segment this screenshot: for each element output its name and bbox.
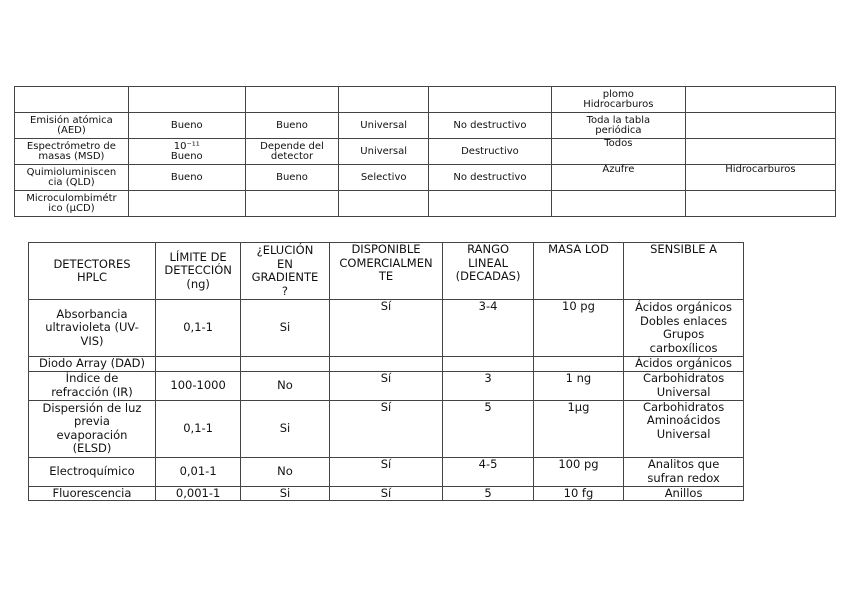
table-cell [155,357,240,372]
table-cell [29,400,156,457]
table-cell [245,139,339,165]
table-cell: 0,001-1 [155,486,240,501]
table-row [29,486,744,501]
table-cell [685,139,835,165]
table-cell: 10 fg [533,486,623,501]
cell-text: cia (QLD) [48,176,95,188]
table-cell: Todos [551,139,685,165]
table-cell: 100 pg [533,457,623,486]
cell-text: periódica [595,124,642,136]
table-cell [624,400,744,457]
cell-text: Depende del [260,140,324,152]
table-cell: No [241,371,329,400]
table-cell: 0,1-1 [155,400,240,457]
cell-text: masas (MSD) [38,150,105,162]
table-cell: Si [241,486,329,501]
cell-text: Absorbancia [56,306,128,321]
cell-text: ¿ELUCIÓN [256,243,314,257]
hplc-detectors-table [28,242,744,501]
table-header-row [29,243,744,300]
table-cell [128,87,245,113]
table-cell: Azufre [551,165,685,191]
table-cell [329,357,443,372]
table-cell [551,191,685,217]
cell-text: Universal [656,426,711,441]
table-cell [339,87,429,113]
table-cell [624,371,744,400]
header-cell [29,243,156,300]
table-cell: Sí [329,400,443,457]
table-cell: Hidrocarburos [685,165,835,191]
header-cell [443,243,533,300]
table-cell [241,357,329,372]
table-cell [685,87,835,113]
cell-text: Microculombimétr [26,192,117,204]
cell-text: Universal [656,384,711,399]
table-cell [15,165,129,191]
table-cell: Electroquímico [29,457,156,486]
table-cell [428,191,551,217]
table-cell: Sí [329,371,443,400]
cell-text: Grupos [662,327,705,341]
cell-text: (AED) [57,124,86,136]
table-cell: Si [241,300,329,357]
cell-text: (DECADAS) [455,269,521,283]
table-row [15,165,836,191]
table-cell: 5 [443,486,533,501]
cell-text: Quimioluminiscen [26,166,117,178]
table-cell: No [241,457,329,486]
cell-text: Dobles enlaces [640,313,728,328]
cell-text: Espectrómetro de [26,140,116,152]
table-cell: Sí [329,486,443,501]
cell-text: TE [378,269,394,283]
cell-text: COMERCIALMEN [339,255,433,270]
table-cell: 0,01-1 [155,457,240,486]
table-cell: Ácidos orgánicos [624,357,744,372]
table-row [29,357,744,372]
table-row [15,139,836,165]
table-cell: Anillos [624,486,744,501]
table-cell [339,191,429,217]
cell-text: ? [281,283,288,298]
table-cell [551,113,685,139]
table-cell: Bueno [245,113,339,139]
cell-text: 10⁻¹¹ [173,140,200,152]
table-cell [128,139,245,165]
cell-text: LINEAL [468,255,509,270]
table-cell [128,191,245,217]
table-cell: Diodo Array (DAD) [29,357,156,372]
table-cell [245,87,339,113]
header-cell [329,243,443,300]
cell-text: evaporación [56,427,128,442]
table-row [29,457,744,486]
table-cell [15,87,129,113]
table-cell [29,371,156,400]
cell-text: carboxílicos [649,340,718,355]
table-cell: Bueno [128,165,245,191]
table-cell [443,357,533,372]
cell-text: Emisión atómica [30,114,113,126]
table-cell: 1µg [533,400,623,457]
table-row [29,300,744,357]
table-cell: Universal [339,113,429,139]
table-cell: Si [241,400,329,457]
cell-text: DISPONIBLE [351,242,421,256]
cell-text: ico (µCD) [48,202,95,214]
gc-detectors-table [14,86,836,217]
table-cell [685,191,835,217]
table-cell: No destructivo [428,165,551,191]
table-cell [624,300,744,357]
cell-text: Ácidos orgánicos [635,300,733,314]
cell-text: Toda la tabla [586,114,651,126]
cell-text: LÍMITE DE [169,249,227,264]
table-cell: 3-4 [443,300,533,357]
cell-text: refracción (IR) [51,384,133,399]
table-cell [245,191,339,217]
table-cell: Destructivo [428,139,551,165]
table-cell [624,457,744,486]
table-cell: 4-5 [443,457,533,486]
table-cell [685,113,835,139]
cell-text: Aminoácidos [646,413,721,427]
cell-text: DETECTORES [53,256,131,271]
table-row [15,113,836,139]
cell-text: ultravioleta (UV- [45,320,139,335]
cell-text: (ELSD) [72,441,112,455]
table-cell: 3 [443,371,533,400]
table-cell: Sí [329,457,443,486]
cell-text: sufran redox [647,470,720,485]
cell-text: Carbohidratos [642,399,725,414]
cell-text: detector [270,150,314,162]
table-row [15,87,836,113]
cell-text: RANGO [467,242,510,256]
header-cell: SENSIBLE A [624,243,744,300]
header-cell: MASA LOD [533,243,623,300]
table-cell [15,139,129,165]
cell-text: Bueno [170,150,203,162]
cell-text: GRADIENTE [251,270,319,284]
cell-text: HPLC [76,270,107,284]
table-cell: 10 pg [533,300,623,357]
cell-text: DETECCIÓN [164,263,232,278]
cell-text: VIS) [80,333,104,348]
table-cell: 5 [443,400,533,457]
cell-text: EN [277,256,293,271]
cell-text: Hidrocarburos [583,98,654,110]
table-row [29,400,744,457]
table-cell [15,191,129,217]
table-cell [428,87,551,113]
cell-text: Dispersión de luz [42,400,142,415]
cell-text: (ng) [186,276,210,291]
cell-text: Carbohidratos [642,371,725,385]
table-cell: Bueno [245,165,339,191]
header-cell [155,243,240,300]
cell-text: plomo [602,88,634,100]
table-cell: Sí [329,300,443,357]
table-cell: Selectivo [339,165,429,191]
table-cell: No destructivo [428,113,551,139]
cell-text: Analitos que [647,457,720,471]
table-cell [15,113,129,139]
table-cell: Universal [339,139,429,165]
table-row [29,371,744,400]
table-cell [551,87,685,113]
table-cell: 100-1000 [155,371,240,400]
cell-text: previa [74,414,110,428]
table-row [15,191,836,217]
table-cell: 1 ng [533,371,623,400]
table-cell [533,357,623,372]
table-cell: Fluorescencia [29,486,156,501]
header-cell [241,243,329,300]
table-cell [29,300,156,357]
table-cell: Bueno [128,113,245,139]
cell-text: Índice de [65,371,119,385]
table-cell: 0,1-1 [155,300,240,357]
